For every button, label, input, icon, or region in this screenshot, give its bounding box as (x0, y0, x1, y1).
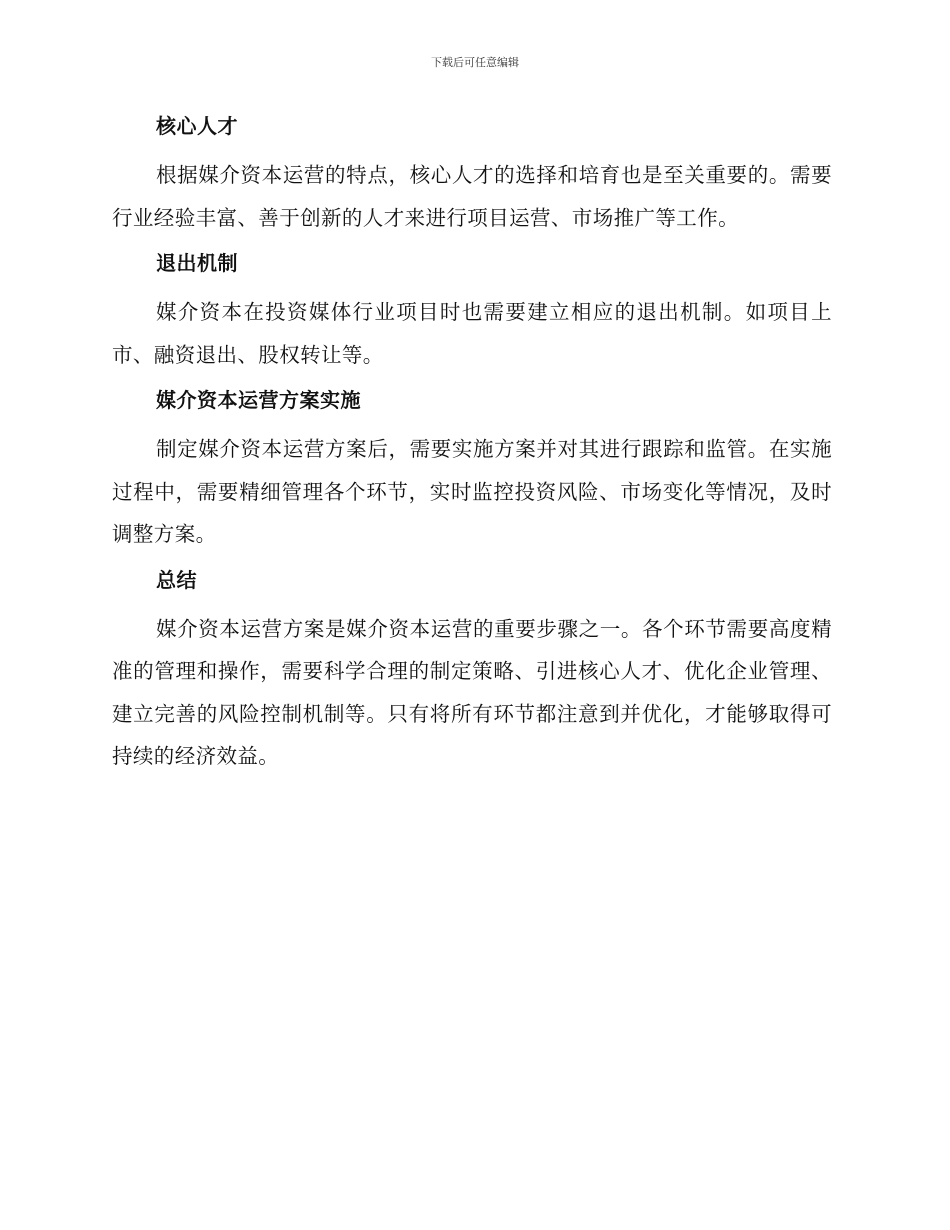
section-paragraph: 媒介资本运营方案是媒介资本运营的重要步骤之一。各个环节需要高度精准的管理和操作，需要科学合理的制定策略、引进核心人才、优化企业管理、建立完善的风险控制机制等。只有将所有环节都注意到并优化，才能够取得可持续的经济效益。 (112, 616, 832, 768)
section-paragraph: 制定媒介资本运营方案后，需要实施方案并对其进行跟踪和监管。在实施过程中，需要精细管理各个环节，实时监控投资风险、市场变化等情况，及时调整方案。 (112, 437, 832, 546)
section-summary (112, 564, 832, 778)
section-core-talent (112, 110, 832, 239)
section-exit-mechanism (112, 247, 832, 376)
page-header: 下载后可任意编辑 (431, 56, 519, 69)
document-body (112, 110, 832, 786)
section-plan-implementation (112, 384, 832, 556)
section-paragraph: 根据媒介资本运营的特点，核心人才的选择和培育也是至关重要的。需要行业经验丰富、善于创新的人才来进行项目运营、市场推广等工作。 (112, 163, 832, 230)
section-heading: 核心人才 (156, 114, 238, 138)
section-heading: 总结 (156, 567, 197, 592)
section-heading: 媒介资本运营方案实施 (156, 388, 361, 412)
section-heading: 退出机制 (156, 251, 238, 275)
section-paragraph: 媒介资本在投资媒体行业项目时也需要建立相应的退出机制。如项目上市、融资退出、股权转让等。 (112, 300, 832, 367)
